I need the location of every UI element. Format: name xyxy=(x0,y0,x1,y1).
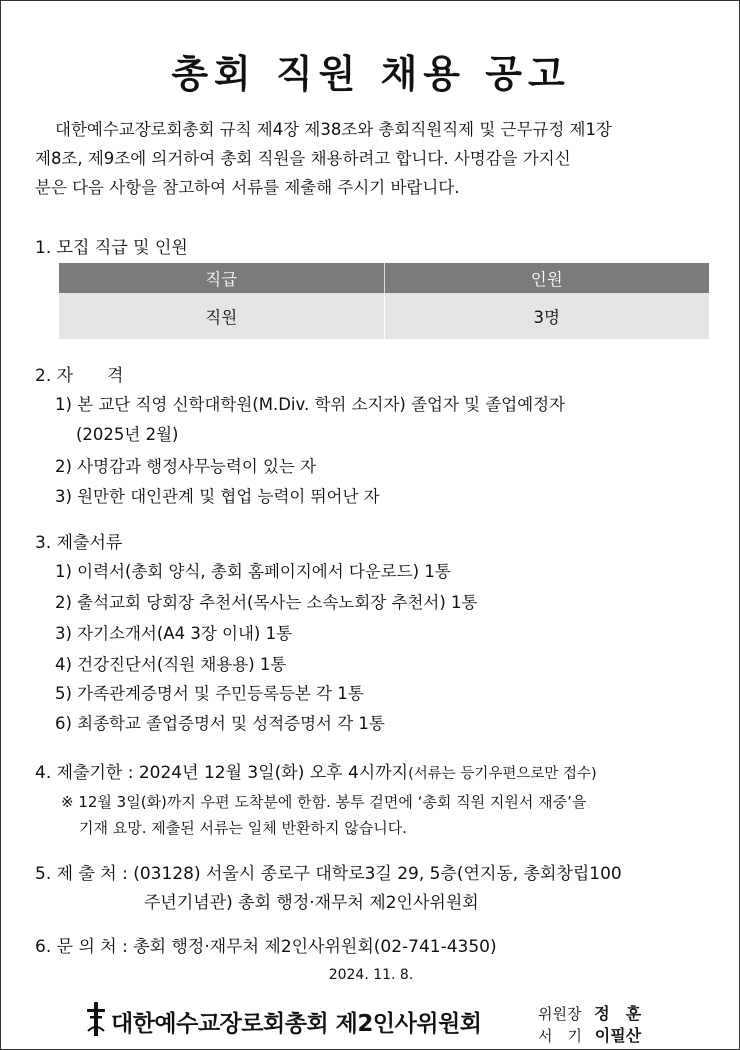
deadline-note-small: (서류는 등기우편으로만 접수) xyxy=(408,766,597,782)
list-item: 1) 이력서(총회 양식, 총회 홈페이지에서 다운로드) 1통 xyxy=(55,562,451,581)
table-row xyxy=(59,293,709,339)
list-item-continuation: (2025년 2월) xyxy=(76,425,179,444)
section-heading-qualifications: 2. 자 격 xyxy=(35,366,124,386)
table-cell: 3명 xyxy=(384,293,709,339)
list-item: 3) 자기소개서(A4 3장 이내) 1통 xyxy=(55,624,293,643)
list-item: 4) 건강진단서(직원 채용용) 1통 xyxy=(55,655,287,674)
list-item: 6) 최종학교 졸업증명서 및 성적증명서 각 1통 xyxy=(55,714,385,733)
deadline-note: ※ 12월 3일(화)까지 우편 도착분에 한함. 봉투 겉면에 ‘총회 직원 지원서 재중’을 xyxy=(61,793,587,811)
recruitment-table xyxy=(59,263,709,339)
deadline-line xyxy=(35,758,597,783)
intro-line: 제8조, 제9조에 의거하여 총회 직원을 채용하려고 합니다. 사명감을 가지신 xyxy=(35,149,571,168)
deadline-label: 4. 제출기한 : xyxy=(35,763,139,783)
intro-line xyxy=(35,115,719,144)
deadline-value: 2024년 12월 3일(화) 오후 4시까지 xyxy=(138,763,409,783)
intro-line: 분은 다음 사항을 참고하여 서류를 제출해 주시기 바랍니다. xyxy=(35,178,460,197)
list-item: 3) 원만한 대인관계 및 협업 능력이 뛰어난 자 xyxy=(55,487,380,506)
signatory-chair xyxy=(538,1001,641,1024)
list-item: 2) 사명감과 행정사무능력이 있는 자 xyxy=(55,457,317,476)
list-item: 2) 출석교회 당회장 추천서(목사는 소속노회장 추천서) 1통 xyxy=(55,593,478,612)
table-cell: 직원 xyxy=(59,293,384,339)
secretary-name: 이필산 xyxy=(594,1026,642,1045)
intro-line-text: 대한예수교장로회총회 규칙 제4장 제38조와 총회직원직제 및 근무규정 제1장 xyxy=(55,120,612,139)
list-item: 1) 본 교단 직영 신학대학원(M.Div. 학위 소지자) 졸업자 및 졸업예정자 xyxy=(55,395,566,414)
intro-paragraph xyxy=(35,115,719,202)
section-heading-documents: 3. 제출서류 xyxy=(35,533,123,553)
church-cross-logo-icon xyxy=(85,1001,107,1037)
submission-address: (03128) 서울시 종로구 대학로3길 29, 5층(연지동, 총회창립100 xyxy=(133,864,622,884)
inquiry-label: 6. 문 의 처 : xyxy=(35,937,134,957)
table-header: 직급 xyxy=(59,263,384,293)
submission-address-line xyxy=(35,859,622,884)
table-header-row xyxy=(59,263,709,293)
inquiry-line xyxy=(35,932,497,957)
announcement-date: 2024. 11. 8. xyxy=(328,967,414,983)
organization-name: 대한예수교장로회총회 제2인사위원회 xyxy=(111,1011,482,1037)
deadline-note: 기재 요망. 제출된 서류는 일체 반환하지 않습니다. xyxy=(79,819,407,837)
chair-title: 위원장 xyxy=(538,1005,582,1023)
table-header: 인원 xyxy=(384,263,709,293)
section-heading-recruitment: 1. 모집 직급 및 인원 xyxy=(35,238,188,258)
list-item: 5) 가족관계증명서 및 주민등록등본 각 1통 xyxy=(55,684,364,703)
submission-address-continuation: 주년기념관) 총회 행정·재무처 제2인사위원회 xyxy=(144,893,479,913)
page-title: 총회 직원 채용 공고 xyxy=(171,52,571,96)
submission-label: 5. 제 출 처 : xyxy=(35,864,134,884)
secretary-title: 서 기 xyxy=(538,1027,582,1045)
inquiry-value: 총회 행정·재무처 제2인사위원회(02-741-4350) xyxy=(133,937,497,957)
chair-name: 정 훈 xyxy=(594,1004,642,1023)
signatory-secretary xyxy=(538,1023,641,1046)
